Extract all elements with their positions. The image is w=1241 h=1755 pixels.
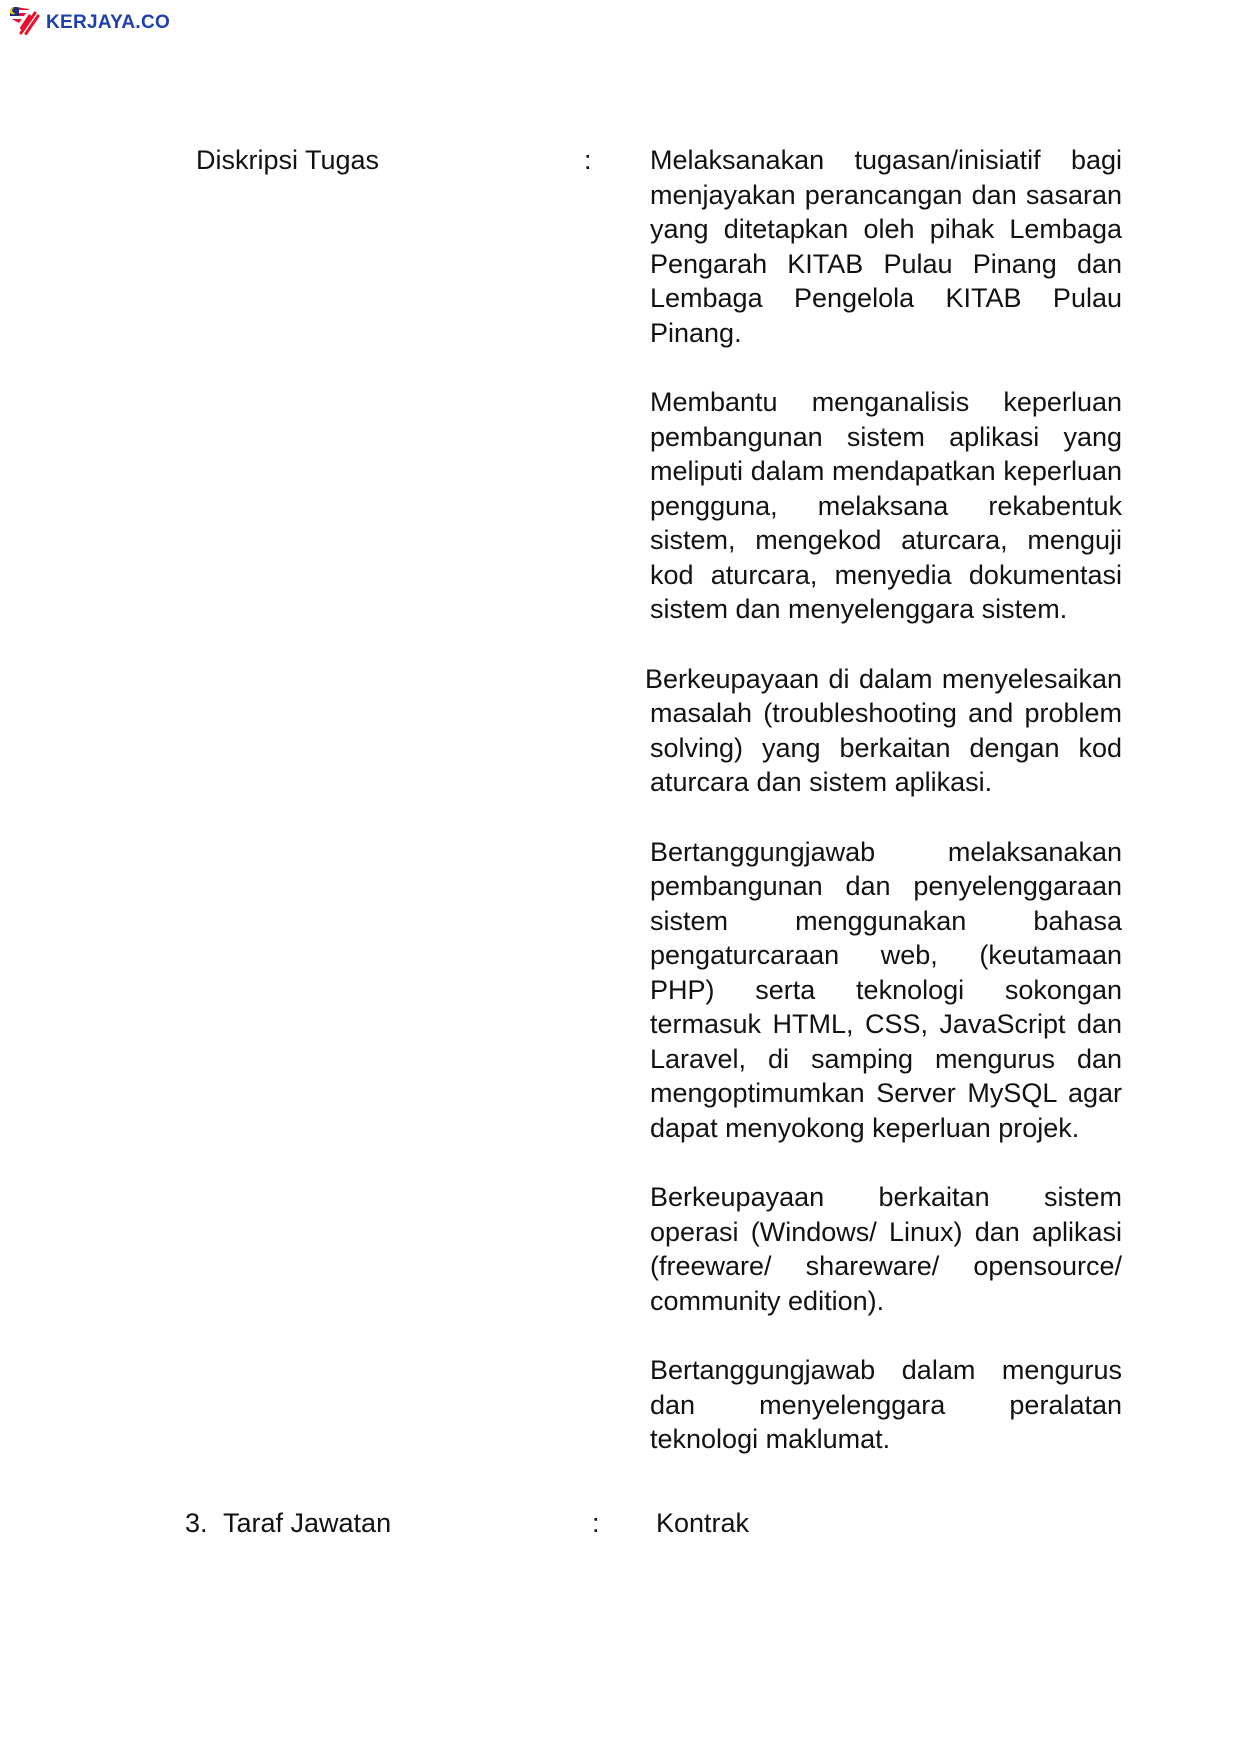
field-label-diskripsi-tugas: Diskripsi Tugas xyxy=(196,145,380,175)
description-paragraph-5: Berkeupayaan berkaitan sistem operasi (Windows/ Linux) dan aplikasi (freeware/ shareware/ opensource/ community edition). xyxy=(650,1182,1122,1316)
brand-name: KERJAYA.CO xyxy=(46,11,171,33)
separator-colon: : xyxy=(592,1508,600,1538)
list-item-number: 3. xyxy=(185,1508,208,1538)
malaysia-heart-flag-icon xyxy=(8,6,42,36)
field-label-taraf-jawatan: Taraf Jawatan xyxy=(223,1508,392,1538)
description-paragraph-6: Bertanggungjawab dalam mengurus dan menyelenggara peralatan teknologi maklumat. xyxy=(650,1355,1122,1454)
site-header xyxy=(8,6,170,40)
taraf-jawatan-value: Kontrak xyxy=(656,1508,750,1538)
description-paragraph-4: Bertanggungjawab melaksanakan pembangunan dan penyelenggaraan sistem menggunakan bahasa pengaturcaraan web, (keutamaan PHP) serta teknologi sokongan termasuk HTML, CSS, JavaScript dan Laravel, di samping mengurus dan mengoptimumkan Server MySQL agar dapat menyokong keperluan projek. xyxy=(650,836,1122,1143)
separator-colon: : xyxy=(584,145,592,175)
description-paragraph-3: Berkeupayaan di dalam menyelesaikan masalah (troubleshooting and problem solving) yang berkaitan dengan kod aturcara dan sistem aplikasi. xyxy=(645,663,1122,797)
kerjaya-logo[interactable] xyxy=(8,6,170,36)
description-paragraph-2: Membantu menganalisis keperluan pembangunan sistem aplikasi yang meliputi dalam mendapatkan keperluan pengguna, melaksana rekabentuk sistem, mengekod aturcara, menguji kod aturcara, menyedia dokumentasi sistem dan menyelenggara sistem. xyxy=(650,387,1122,624)
description-paragraph-1: Melaksanakan tugasan/inisiatif bagi menjayakan perancangan dan sasaran yang ditetapkan oleh pihak Lembaga Pengarah KITAB Pulau Pinang dan Lembaga Pengelola KITAB Pulau Pinang. xyxy=(650,145,1122,348)
diskripsi-tugas-value xyxy=(645,143,1122,1457)
